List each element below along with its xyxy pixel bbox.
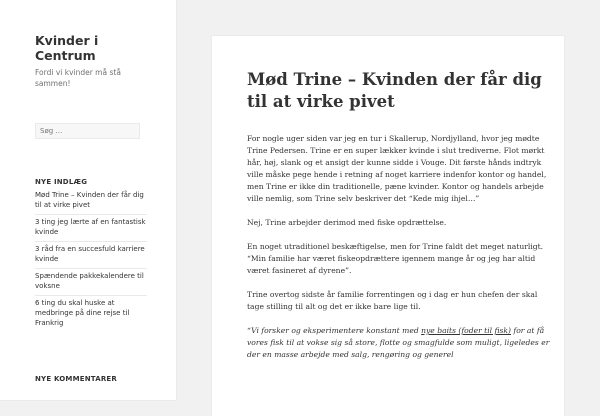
post-card: [212, 36, 564, 416]
recent-posts-list: [35, 190, 147, 332]
site-description: Fordi vi kvinder må stå sammen!: [35, 68, 121, 88]
recent-post-link[interactable]: 3 råd fra en succesfuld karriere kvinde: [35, 241, 147, 268]
post-quote-paragraph: [247, 325, 552, 361]
recent-post-link[interactable]: 3 ting jeg lærte af en fantastisk kvinde: [35, 214, 147, 241]
baits-link[interactable]: nye baits (foder til fisk): [421, 326, 511, 335]
search-input[interactable]: [35, 123, 140, 139]
post-content: [247, 133, 552, 373]
recent-post-link[interactable]: Spændende pakkekalendere til voksne: [35, 268, 147, 295]
sidebar: [0, 0, 176, 400]
quote-text: for at få vores fisk til at vokse sig så store, flotte og smagfulde som muligt, ligeledes er der en masse arbejde med salg, rengøring og generel: [247, 326, 550, 359]
site-title[interactable]: Kvinder i Centrum: [35, 33, 99, 63]
recent-comments-heading: NYE KOMMENTARER: [35, 375, 117, 383]
post-paragraph: Trine overtog sidste år familie forrentingen og i dag er hun chefen der skal tage stilling til alt og det er ikke bare lige til.: [247, 290, 538, 311]
post-title[interactable]: Mød Trine – Kvinden der får dig til at virke pivet: [247, 70, 542, 111]
post-paragraph: Nej, Trine arbejder derimod med fiske opdrættelse.: [247, 218, 447, 227]
recent-post-link[interactable]: 6 ting du skal huske at medbringe på dine rejse til Frankrig: [35, 295, 147, 332]
quote-text: “Vi forsker og eksperimentere konstant med: [247, 326, 422, 335]
post-paragraph: En noget utraditionel beskæftigelse, men for Trine faldt det meget naturligt. “Min familie har været fiskeopdrættere igennem mange år og jeg har altid været fasineret af dyrene”.: [247, 242, 544, 275]
post-paragraph: For nogle uger siden var jeg en tur i Skallerup, Nordjylland, hvor jeg mødte Trine Pedersen. Trine er en super lækker kvinde i slut trediverne. Flot mørkt hår, høj, slank og et ansigt der kunne sidde i Vouge. Dit første hånds indtryk ville måske pege hende i retning af noget karriere indenfor kontor og handel, men Trine er ikke din traditionelle, pæne kvinder. Kontor og handels arbejde ville nemlig, som Trine selv beskriver det “Kede mig ihjel…”: [247, 134, 547, 203]
recent-post-link[interactable]: Mød Trine – Kvinden der får dig til at virke pivet: [35, 191, 144, 209]
recent-posts-heading: NYE INDLÆG: [35, 178, 88, 186]
